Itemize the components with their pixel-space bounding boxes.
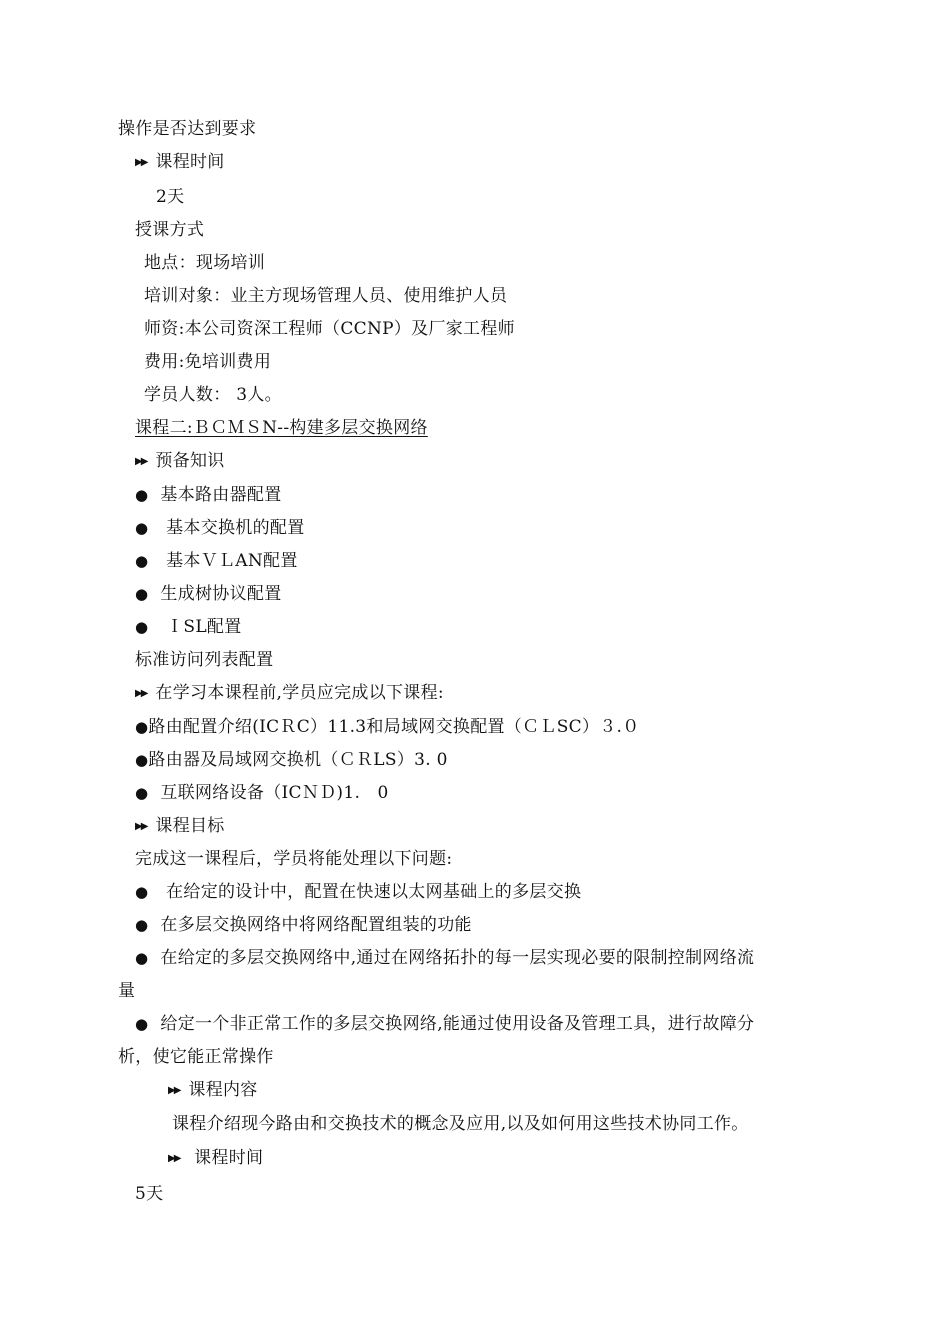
text-line: 5天 bbox=[135, 1184, 164, 1204]
bullet-icon: ● bbox=[135, 751, 149, 769]
bullet-icon: ● bbox=[135, 916, 149, 934]
text-line: 培训对象：业主方现场管理人员、使用维护人员 bbox=[144, 286, 508, 306]
list-item: ● 给定一个非正常工作的多层交换网络,能通过使用设备及管理工具，进行故障分 bbox=[135, 1014, 755, 1034]
list-item: ●路由配置介绍(ICＲC）11.3和局域网交换配置（ＣＬSC）３.０ bbox=[135, 717, 640, 737]
double-triangle-icon: ▶▶ bbox=[135, 688, 147, 699]
text-line: 地点：现场培训 bbox=[144, 253, 266, 273]
bullet-icon: ● bbox=[135, 1015, 149, 1033]
list-item: ● 基本ＶＬAN配置 bbox=[135, 551, 298, 571]
text-line: 费用:免培训费用 bbox=[144, 352, 272, 372]
section-heading: ▶▶ 预备知识 bbox=[135, 451, 225, 471]
list-item: ● 在给定的设计中，配置在快速以太网基础上的多层交换 bbox=[135, 882, 582, 902]
bullet-icon: ● bbox=[135, 949, 149, 967]
section-heading: ▶▶ 课程时间 bbox=[135, 152, 225, 172]
section-heading: ▶▶ 课程内容 bbox=[168, 1080, 258, 1100]
text-line: 标准访问列表配置 bbox=[135, 650, 274, 670]
course-title: 课程二:ＢＣＭＳN--构建多层交换网络 bbox=[135, 418, 428, 438]
double-triangle-icon: ▶▶ bbox=[135, 456, 147, 467]
double-triangle-icon: ▶▶ bbox=[135, 821, 147, 832]
bullet-icon: ● bbox=[135, 784, 149, 802]
double-triangle-icon: ▶▶ bbox=[135, 157, 147, 168]
section-heading: ▶▶ 在学习本课程前,学员应完成以下课程: bbox=[135, 683, 444, 703]
double-triangle-icon: ▶▶ bbox=[168, 1153, 180, 1164]
text-line: 课程介绍现今路由和交换技术的概念及应用,以及如何用这些技术协同工作。 bbox=[172, 1114, 749, 1134]
list-item: ● ＩSL配置 bbox=[135, 617, 242, 637]
list-item: ● 互联网络设备（ICＮＤ)1. 0 bbox=[135, 783, 389, 803]
text-line: 量 bbox=[118, 981, 136, 1001]
bullet-icon: ● bbox=[135, 618, 149, 636]
list-item: ● 在给定的多层交换网络中,通过在网络拓扑的每一层实现必要的限制控制网络流 bbox=[135, 948, 755, 968]
text-line: 授课方式 bbox=[135, 220, 205, 240]
list-item: ●路由器及局域网交换机（ＣＲLS）3. 0 bbox=[135, 750, 448, 770]
text-line: 师资:本公司资深工程师（CCNP）及厂家工程师 bbox=[144, 319, 515, 339]
section-heading: ▶▶ 课程时间 bbox=[168, 1148, 264, 1168]
text-line: 学员人数： 3人。 bbox=[144, 385, 282, 405]
bullet-icon: ● bbox=[135, 585, 149, 603]
section-heading: ▶▶ 课程目标 bbox=[135, 816, 225, 836]
bullet-icon: ● bbox=[135, 486, 149, 504]
text-line: 操作是否达到要求 bbox=[118, 119, 257, 139]
bullet-icon: ● bbox=[135, 519, 149, 537]
list-item: ● 基本路由器配置 bbox=[135, 485, 282, 505]
double-triangle-icon: ▶▶ bbox=[168, 1085, 180, 1096]
text-line: 析，使它能正常操作 bbox=[118, 1047, 274, 1067]
list-item: ● 基本交换机的配置 bbox=[135, 518, 305, 538]
bullet-icon: ● bbox=[135, 718, 149, 736]
bullet-icon: ● bbox=[135, 552, 149, 570]
text-line: 完成这一课程后，学员将能处理以下问题: bbox=[135, 849, 453, 869]
text-line: 2天 bbox=[156, 187, 185, 207]
list-item: ● 在多层交换网络中将网络配置组装的功能 bbox=[135, 915, 472, 935]
list-item: ● 生成树协议配置 bbox=[135, 584, 282, 604]
bullet-icon: ● bbox=[135, 883, 149, 901]
